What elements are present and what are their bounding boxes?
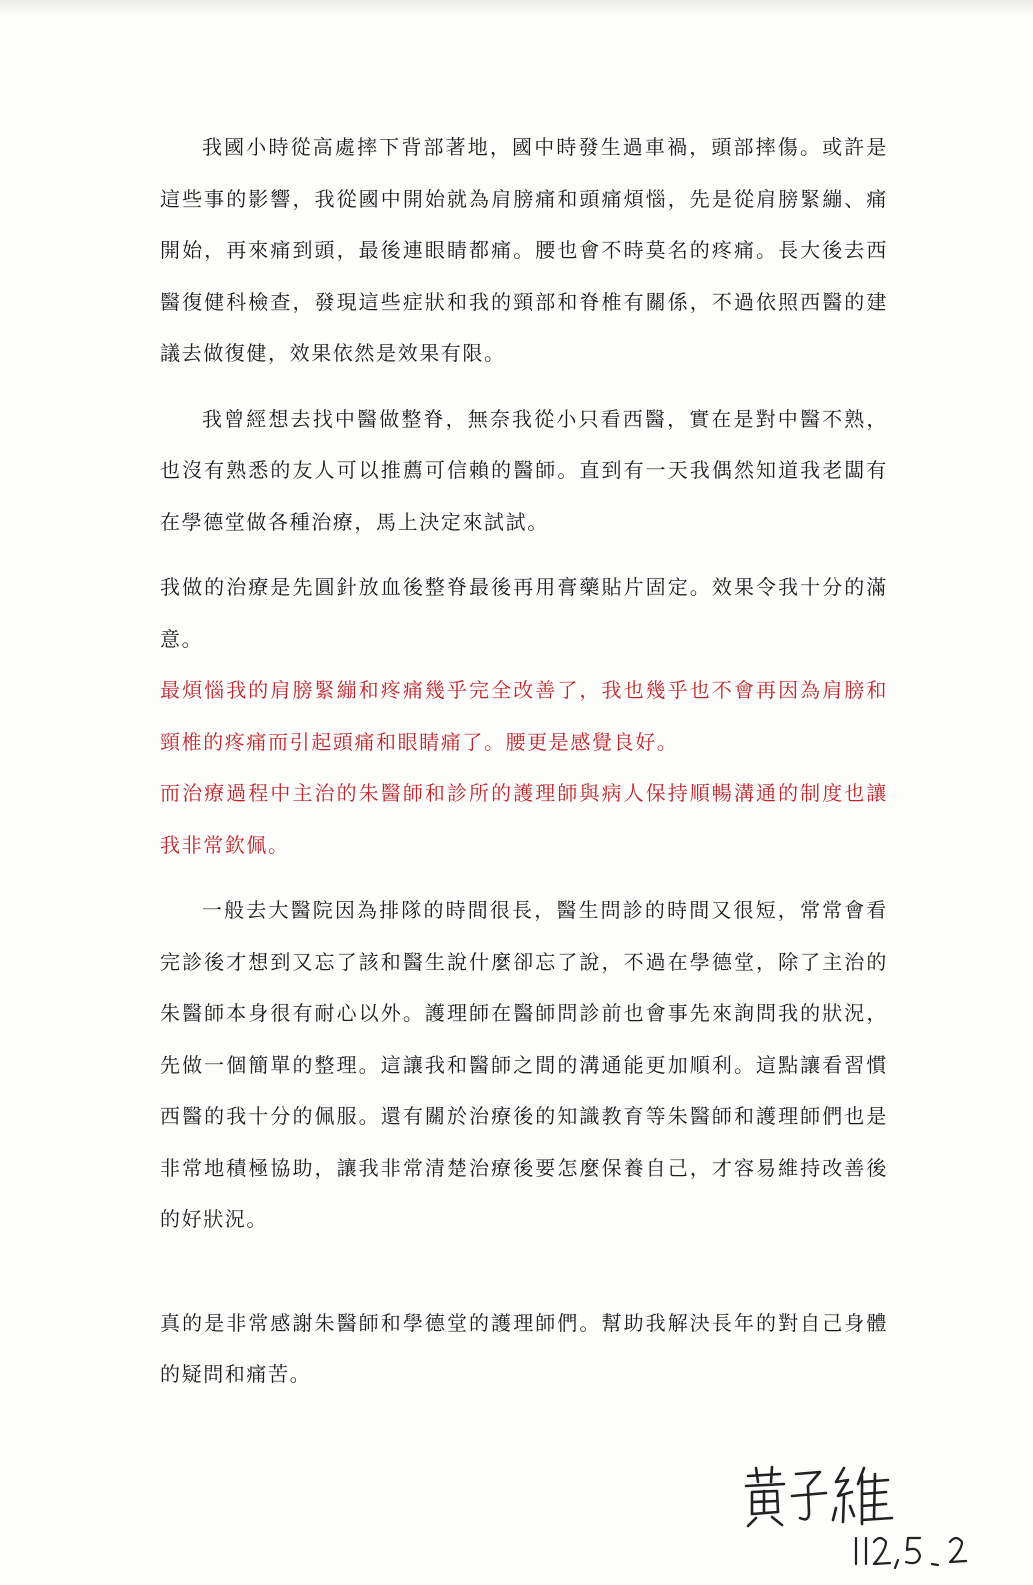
paragraph-thanks: 真的是非常感謝朱醫師和學德堂的護理師們。幫助我解決長年的對自己身體的疑問和痛苦。 — [160, 1310, 888, 1386]
paragraph-background: 我國小時從高處摔下背部著地，國中時發生過車禍，頭部摔傷。或許是這些事的影響，我從國中開始就為肩膀痛和頭痛煩惱，先是從肩膀緊繃、痛開始，再來痛到頭，最後連眼睛都痛。腰也會不時莫名的疼痛。長大後去西醫復健科檢查，發現這些症狀和我的頸部和脊椎有關係，不過依照西醫的建議去做復健，效果依然是效果有限。 — [160, 135, 888, 365]
handwritten-signature — [740, 1462, 900, 1532]
handwritten-date — [850, 1530, 980, 1570]
paragraph-experience: 一般去大醫院因為排隊的時間很長，醫生問診的時間又很短，常常會看完診後才想到又忘了該和醫生說什麼卻忘了說，不過在學德堂，除了主治的朱醫師本身很有耐心以外。護理師在醫師問診前也會事先來詢問我的狀況，先做一個簡單的整理。這讓我和醫師之間的溝通能更加順利。這點讓看習慣西醫的我十分的佩服。還有關於治療後的知識教育等朱醫師和護理師們也是非常地積極協助，讓我非常清楚治療後要怎麼保養自己，才容易維持改善後的好狀況。 — [160, 898, 888, 1231]
scan-edge — [0, 0, 1033, 18]
testimonial-letter — [160, 122, 888, 1401]
paragraph-improvement-highlight: 最煩惱我的肩膀緊繃和疼痛幾乎完全改善了，我也幾乎也不會再因為肩膀和頸椎的疼痛而引起頭痛和眼睛痛了。腰更是感覺良好。 — [160, 678, 888, 754]
paragraph-search-for-clinic: 我曾經想去找中醫做整脊，無奈我從小只看西醫，實在是對中醫不熟，也沒有熟悉的友人可以推薦可信賴的醫師。直到有一天我偶然知道我老闆有在學德堂做各種治療，馬上決定來試試。 — [160, 406, 888, 534]
paragraph-communication-highlight: 而治療過程中主治的朱醫師和診所的護理師與病人保持順暢溝通的制度也讓我非常欽佩。 — [160, 781, 888, 857]
paragraph-treatment: 我做的治療是先圓針放血後整脊最後再用膏藥貼片固定。效果令我十分的滿意。 — [160, 575, 888, 651]
